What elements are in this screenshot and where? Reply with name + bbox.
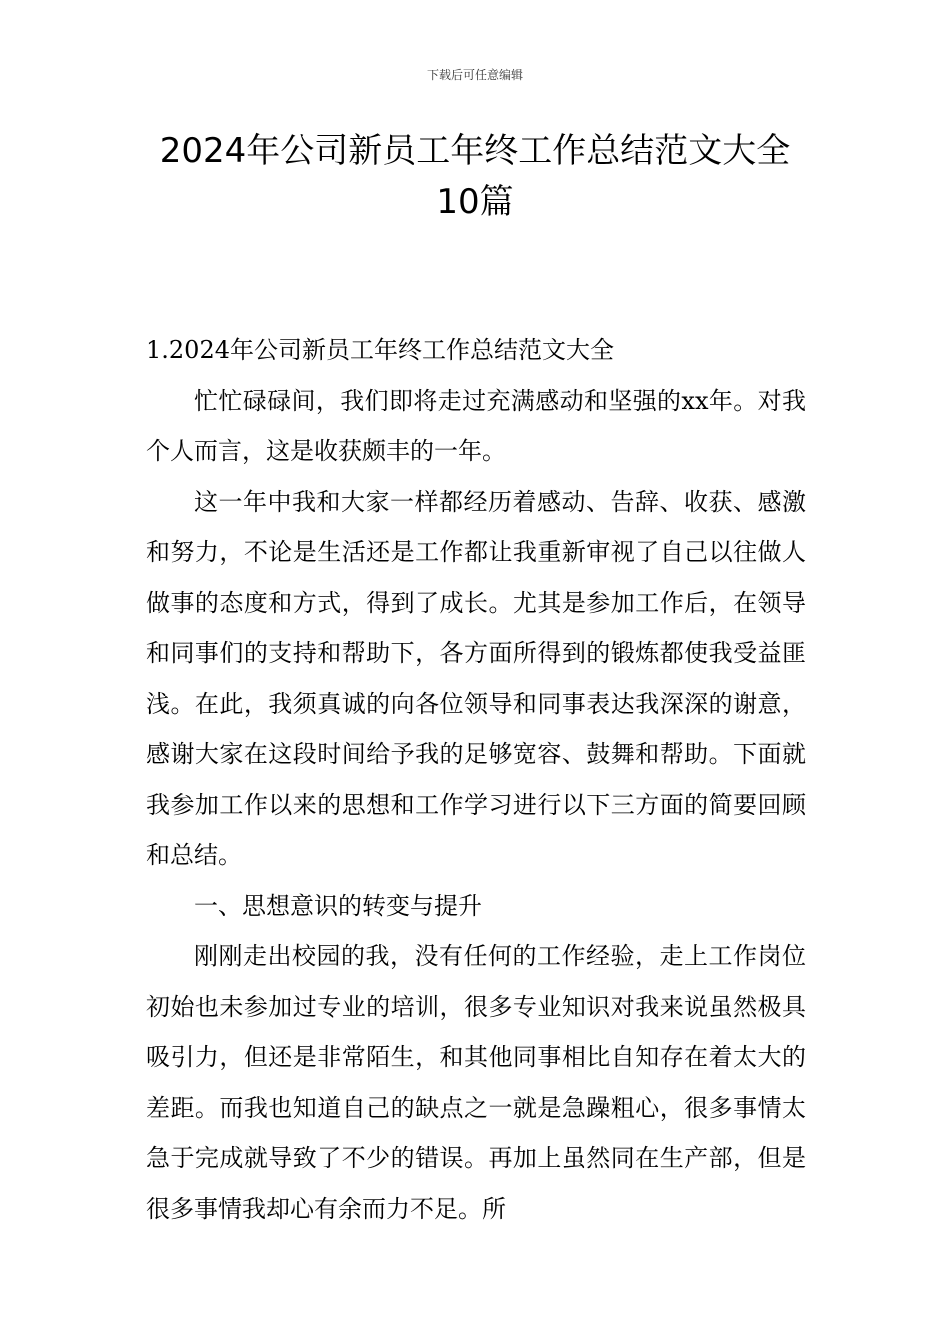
document-body (146, 325, 806, 1234)
document-title (120, 126, 830, 228)
header-note: 下载后可任意编辑 (426, 68, 523, 82)
document-title-line-1: 2024年公司新员工年终工作总结范文大全 (159, 131, 791, 171)
paragraph-1: 忙忙碌碌间，我们即将走过充满感动和坚强的xx年。对我个人而言，这是收获颇丰的一年。 (146, 386, 806, 465)
paragraph-2: 这一年中我和大家一样都经历着感动、告辞、收获、感激和努力，不论是生活还是工作都让我重新审视了自己以往做人做事的态度和方式，得到了成长。尤其是参加工作后，在领导和同事们的支持和帮助下，各方面所得到的锻炼都使我受益匪浅。在此，我须真诚的向各位领导和同事表达我深深的谢意，感谢大家在这段时间给予我的足够宽容、鼓舞和帮助。下面就我参加工作以来的思想和工作学习进行以下三方面的简要回顾和总结。 (146, 487, 806, 869)
document-title-line-2: 10篇 (436, 182, 514, 222)
section-heading: 1.2024年公司新员工年终工作总结范文大全 (146, 336, 614, 364)
subheading-1: 一、思想意识的转变与提升 (194, 891, 482, 920)
paragraph-3: 刚刚走出校园的我，没有任何的工作经验，走上工作岗位初始也未参加过专业的培训，很多专业知识对我来说虽然极具吸引力，但还是非常陌生，和其他同事相比自知存在着太大的差距。而我也知道自己的缺点之一就是急躁粗心，很多事情太急于完成就导致了不少的错误。再加上虽然同在生产部，但是很多事情我却心有余而力不足。所 (146, 942, 806, 1223)
